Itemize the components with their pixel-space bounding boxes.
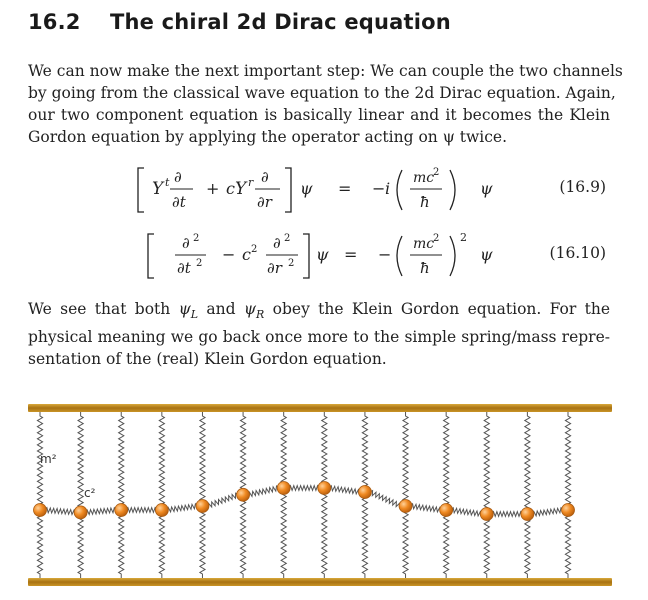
svg-text:+: + (206, 179, 220, 198)
svg-text:∂: ∂ (273, 234, 281, 252)
equation-16-10-math (130, 228, 520, 284)
section-heading (28, 10, 451, 34)
svg-text:2: 2 (433, 167, 440, 178)
mass-label: m² (40, 452, 57, 466)
svg-text:∂: ∂ (261, 168, 269, 186)
svg-text:ħ: ħ (420, 259, 430, 277)
svg-text:i: i (385, 179, 391, 198)
svg-text:∂r: ∂r (267, 259, 282, 277)
coupling-spring (207, 493, 238, 507)
paragraph-line: by going from the classical wave equation to the 2d Dirac equation. Again, (28, 84, 616, 102)
svg-text:−: − (378, 245, 392, 264)
svg-text:mc: mc (413, 236, 435, 252)
svg-text:−: − (222, 245, 236, 264)
coupling-spring (86, 508, 117, 515)
svg-text:ψ: ψ (480, 245, 493, 264)
coupling-spring (248, 486, 279, 496)
paragraph-line: our two component equation is basically linear and it becomes the Klein (28, 106, 610, 124)
svg-text:Υ: Υ (152, 179, 164, 199)
svg-text:2: 2 (433, 233, 440, 244)
bottom-rail (28, 578, 612, 586)
svg-text:∂r: ∂r (257, 193, 272, 211)
coupling-spring (329, 486, 360, 494)
mass-ball (562, 504, 575, 517)
coupling-spring (532, 508, 563, 516)
svg-text:Υ: Υ (235, 179, 247, 199)
svg-text:−: − (372, 179, 386, 198)
coupling-spring (451, 508, 482, 516)
vertical-spring (403, 412, 408, 578)
svg-text:=: = (338, 179, 352, 198)
vertical-spring (78, 412, 83, 578)
svg-text:2: 2 (460, 231, 467, 244)
vertical-spring (281, 412, 286, 578)
paragraph-line: We see that both $\psi_L$ and $\psi_R$ obey the Klein Gordon equation. For the (28, 300, 610, 322)
equation-16-9 (0, 162, 648, 218)
top-rail (28, 404, 612, 412)
svg-text:mc: mc (413, 170, 435, 186)
mass-ball (115, 504, 128, 517)
coupling-spring (289, 486, 320, 491)
mass-ball (237, 488, 250, 501)
svg-text:2: 2 (196, 258, 203, 269)
vertical-spring (565, 412, 570, 578)
svg-text:2: 2 (288, 258, 295, 269)
svg-text:ψ: ψ (480, 179, 493, 198)
mass-ball (399, 500, 412, 513)
paragraph-line: We can now make the next important step: We can couple the two channels (28, 62, 623, 80)
svg-text:ħ: ħ (420, 193, 430, 211)
svg-text:2: 2 (193, 233, 200, 244)
mass-ball (521, 508, 534, 521)
mass-ball (34, 504, 47, 517)
svg-text:∂t: ∂t (177, 259, 191, 277)
coupling-spring (370, 491, 401, 507)
vertical-spring (322, 412, 327, 578)
svg-text:t: t (165, 176, 170, 189)
svg-text:ψ: ψ (316, 245, 329, 264)
coupling-label: c² (84, 486, 96, 500)
vertical-spring (119, 412, 124, 578)
paragraph-intro (28, 60, 623, 148)
vertical-spring (484, 412, 489, 578)
vertical-spring (444, 412, 449, 578)
mass-ball (318, 482, 331, 495)
section-number: 16.2 (28, 10, 81, 34)
svg-text:r: r (248, 176, 254, 189)
section-title: The chiral 2d Dirac equation (110, 10, 451, 34)
equation-number: (16.9) (559, 178, 606, 196)
paragraph-line: Gordon equation by applying the operator acting on ψ twice. (28, 128, 508, 146)
equation-16-9-math (130, 162, 520, 218)
vertical-spring (159, 412, 164, 578)
svg-text:c: c (242, 245, 251, 264)
mass-ball (196, 500, 209, 513)
equation-16-10 (0, 228, 648, 284)
svg-text:=: = (344, 245, 358, 264)
coupling-spring (126, 508, 157, 513)
coupling-spring (411, 504, 442, 512)
equation-number: (16.10) (549, 244, 606, 262)
coupling-spring (167, 504, 198, 512)
mass-ball (74, 506, 87, 519)
vertical-spring (37, 412, 42, 578)
svg-text:∂t: ∂t (172, 193, 186, 211)
spring-mass-figure (28, 398, 612, 590)
coupling-spring (492, 512, 523, 517)
svg-text:∂: ∂ (182, 234, 190, 252)
mass-ball (358, 486, 371, 499)
vertical-spring (200, 412, 205, 578)
svg-text:2: 2 (284, 233, 291, 244)
coupling-spring (45, 508, 76, 515)
mass-ball (155, 504, 168, 517)
paragraph-klein-gordon (28, 298, 610, 370)
mass-ball (277, 482, 290, 495)
paragraph-line: physical meaning we go back once more to the simple spring/mass repre- (28, 328, 610, 347)
vertical-spring (525, 412, 530, 578)
svg-text:∂: ∂ (174, 168, 182, 186)
svg-text:ψ: ψ (300, 179, 313, 198)
mass-ball (480, 508, 493, 521)
paragraph-line: sentation of the (real) Klein Gordon equation. (28, 350, 387, 369)
svg-text:c: c (226, 179, 235, 198)
svg-text:2: 2 (251, 244, 258, 255)
mass-ball (440, 504, 453, 517)
